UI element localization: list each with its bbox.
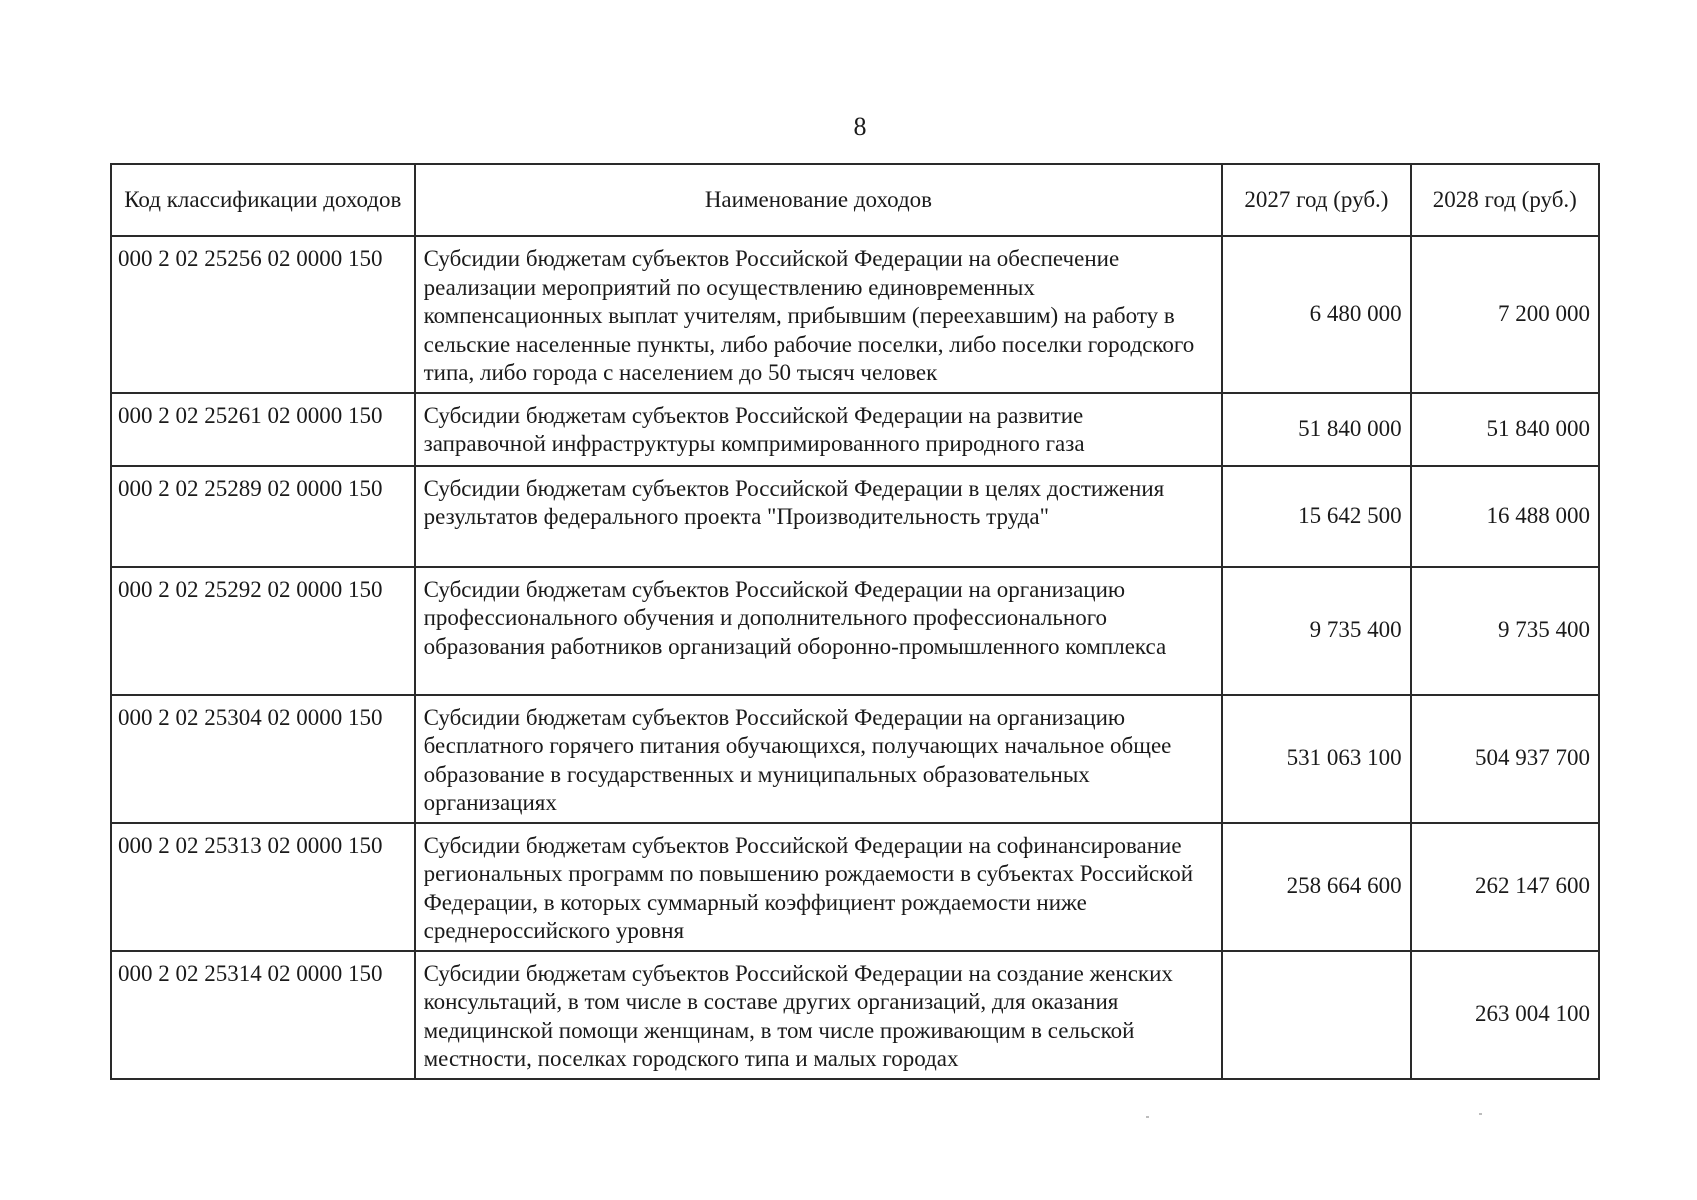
row-code: 000 2 02 25261 02 0000 150 <box>111 393 415 466</box>
row-amount-2027: 258 664 600 <box>1222 823 1410 951</box>
table-row <box>111 823 1599 951</box>
row-code: 000 2 02 25289 02 0000 150 <box>111 466 415 567</box>
table-row <box>111 393 1599 466</box>
row-amount-2028: 262 147 600 <box>1411 823 1599 951</box>
table-row <box>111 951 1599 1079</box>
table-header <box>111 164 1599 236</box>
row-amount-2028: 51 840 000 <box>1411 393 1599 466</box>
row-code: 000 2 02 25304 02 0000 150 <box>111 695 415 823</box>
revenue-table <box>110 163 1600 1080</box>
table-body <box>111 236 1599 1079</box>
header-row <box>111 164 1599 236</box>
header-name: Наименование доходов <box>415 164 1223 236</box>
row-amount-2028: 7 200 000 <box>1411 236 1599 393</box>
row-amount-2027: 15 642 500 <box>1222 466 1410 567</box>
row-name: Субсидии бюджетам субъектов Российской Федерации на обеспечение реализации мероприятий по осуществлению единовременных компенсационных выплат учителям, прибывшим (переехавшим) на работу в сельские населенные пункты, либо рабочие поселки, либо поселки городского типа, либо города с населением до 50 тысяч человек <box>415 236 1223 393</box>
row-amount-2028: 263 004 100 <box>1411 951 1599 1079</box>
table-row <box>111 567 1599 695</box>
table-row <box>111 695 1599 823</box>
row-amount-2027: 6 480 000 <box>1222 236 1410 393</box>
row-amount-2027 <box>1222 951 1410 1079</box>
row-amount-2027: 9 735 400 <box>1222 567 1410 695</box>
header-year-2028: 2028 год (руб.) <box>1411 164 1599 236</box>
row-amount-2027: 531 063 100 <box>1222 695 1410 823</box>
header-code: Код классификации доходов <box>111 164 415 236</box>
page-number: 8 <box>853 112 867 141</box>
row-amount-2028: 9 735 400 <box>1411 567 1599 695</box>
table-row <box>111 466 1599 567</box>
row-name: Субсидии бюджетам субъектов Российской Федерации на софинансирование региональных программ по повышению рождаемости в субъектах Российской Федерации, в которых суммарный коэффициент рождаемости ниже среднероссийского уровня <box>415 823 1223 951</box>
row-name: Субсидии бюджетам субъектов Российской Федерации на организацию бесплатного горячего питания обучающихся, получающих начальное общее образование в государственных и муниципальных образовательных организациях <box>415 695 1223 823</box>
table-row <box>111 236 1599 393</box>
row-name: Субсидии бюджетам субъектов Российской Федерации в целях достижения результатов федерального проекта "Производительность труда" <box>415 466 1223 567</box>
row-name: Субсидии бюджетам субъектов Российской Федерации на развитие заправочной инфраструктуры компримированного природного газа <box>415 393 1223 466</box>
row-amount-2028: 504 937 700 <box>1411 695 1599 823</box>
row-name: Субсидии бюджетам субъектов Российской Федерации на организацию профессионального обучения и дополнительного профессионального образования работников организаций оборонно-промышленного комплекса <box>415 567 1223 695</box>
header-year-2027: 2027 год (руб.) <box>1222 164 1410 236</box>
row-code: 000 2 02 25313 02 0000 150 <box>111 823 415 951</box>
row-amount-2028: 16 488 000 <box>1411 466 1599 567</box>
row-code: 000 2 02 25256 02 0000 150 <box>111 236 415 393</box>
row-amount-2027: 51 840 000 <box>1222 393 1410 466</box>
row-code: 000 2 02 25314 02 0000 150 <box>111 951 415 1079</box>
row-code: 000 2 02 25292 02 0000 150 <box>111 567 415 695</box>
row-name: Субсидии бюджетам субъектов Российской Федерации на создание женских консультаций, в том числе в составе других организаций, для оказания медицинской помощи женщинам, в том числе проживающим в сельской местности, поселках городского типа и малых городах <box>415 951 1223 1079</box>
scan-speck <box>1479 1113 1482 1115</box>
scan-speck <box>1146 1116 1149 1118</box>
